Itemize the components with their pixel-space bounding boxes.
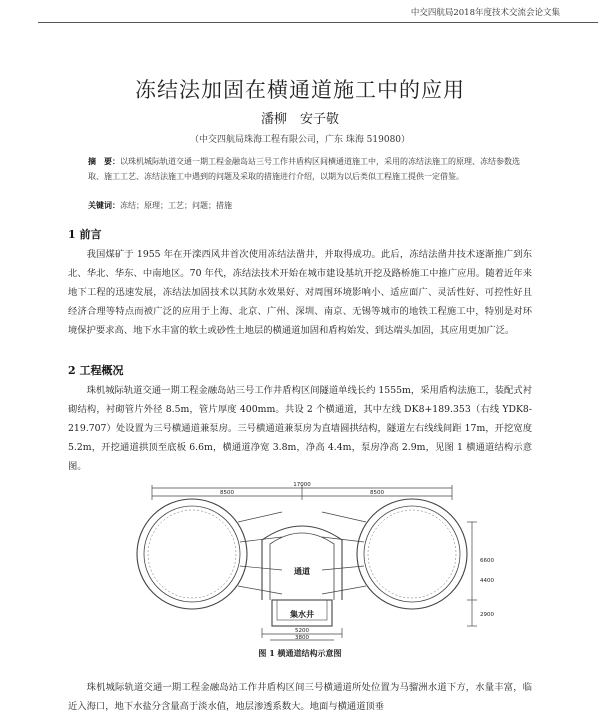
label-sump: 集水井 — [290, 610, 314, 619]
dim-side-net: 4400 — [480, 578, 494, 584]
section1-title: 1 前言 — [68, 228, 102, 241]
affiliation: （中交四航局珠海工程有限公司，广东 珠海 519080） — [189, 135, 411, 145]
dim-top-left: 8500 — [220, 490, 234, 496]
abstract-label: 摘 要： — [88, 156, 120, 166]
keywords — [88, 200, 520, 211]
cross-passage-diagram — [112, 482, 492, 642]
label-passage: 通道 — [294, 567, 310, 576]
keywords-text: 冻结；原理；工艺；问题；措施 — [120, 201, 232, 210]
abstract-text: 以珠机城际轨道交通一期工程金融岛站三号工作井盾构区间横通道施工中，采用的冻结法施工的原理、冻结参数选取、施工工艺、冻结法施工中遇到的问题及采取的措施进行介绍，以期为以后类似工程施工提供一定借鉴。 — [88, 157, 520, 181]
running-header: 中交四航局2018年度技术交流会论文集 — [410, 8, 560, 18]
paper-title: 冻结法加固在横通道施工中的应用 — [135, 78, 465, 102]
dim-side-sump: 2900 — [480, 612, 494, 618]
section2-title: 2 工程概况 — [68, 364, 124, 377]
dim-bottom-net: 3800 — [295, 635, 309, 641]
dim-top-total: 17000 — [293, 482, 311, 488]
section1-paragraph: 我国煤矿于 1955 年在开滦西风井首次使用冻结法凿井，并取得成功。此后，冻结法凿井技术逐渐推广到东北、华北、华东、中南地区。70 年代，冻结法技术开始在城市建设基坑开挖及路桥施工中推广应用。随着近年来地下工程的迅速发展，冻结法加固技术以其防水效果好、对周围环境影响小、适应面广、灵活性好、可控性好且经济合理等特点而被广泛的应用于上海、北京、广州、深圳、南京、无锡等城市的地铁工程施工中，特别是对环境保护要求高、地下水丰富的软土或砂性土地层的横通道加固和盾构始发、到达端头加固，其应用更加广泛。 — [68, 249, 532, 336]
figure-caption: 图 1 横通道结构示意图 — [258, 648, 342, 658]
abstract — [88, 154, 520, 184]
dim-side-height: 6600 — [480, 558, 494, 564]
keywords-label: 关键词： — [88, 200, 120, 210]
dim-bottom-width: 5200 — [295, 628, 309, 634]
dim-top-right: 8500 — [370, 490, 384, 496]
section2-paragraph-cont: 珠机城际轨道交通一期工程金融岛站工作井盾构区间三号横通道所处位置为马骝洲水道下方，水量丰富，临近入海口，地下水盐分含量高于淡水值，地层渗透系数大。地面与横通道顶垂 — [68, 682, 532, 712]
section2-paragraph: 珠机城际轨道交通一期工程金融岛站三号工作井盾构区间隧道单线长约 1555m，采用盾构法施工，装配式衬砌结构，衬砌管片外径 8.5m，管片厚度 400mm。共设 2 个横通道，其中左线 DK8+189.353（右线 YDK8-219.707）处设置为三号横通道兼泵房。三号横通道兼泵房为直墙圆拱结构，隧道左右线线间距 17m，开挖宽度 5.2m，开挖通道拱顶至底板 6.6m，横通道净宽 3.8m，净高 4.4m，泵房净高 2.9m，见图 1 横通道结构示意图。 — [68, 385, 532, 472]
authors: 潘柳 安子敬 — [260, 112, 339, 127]
header-rule — [38, 22, 598, 23]
